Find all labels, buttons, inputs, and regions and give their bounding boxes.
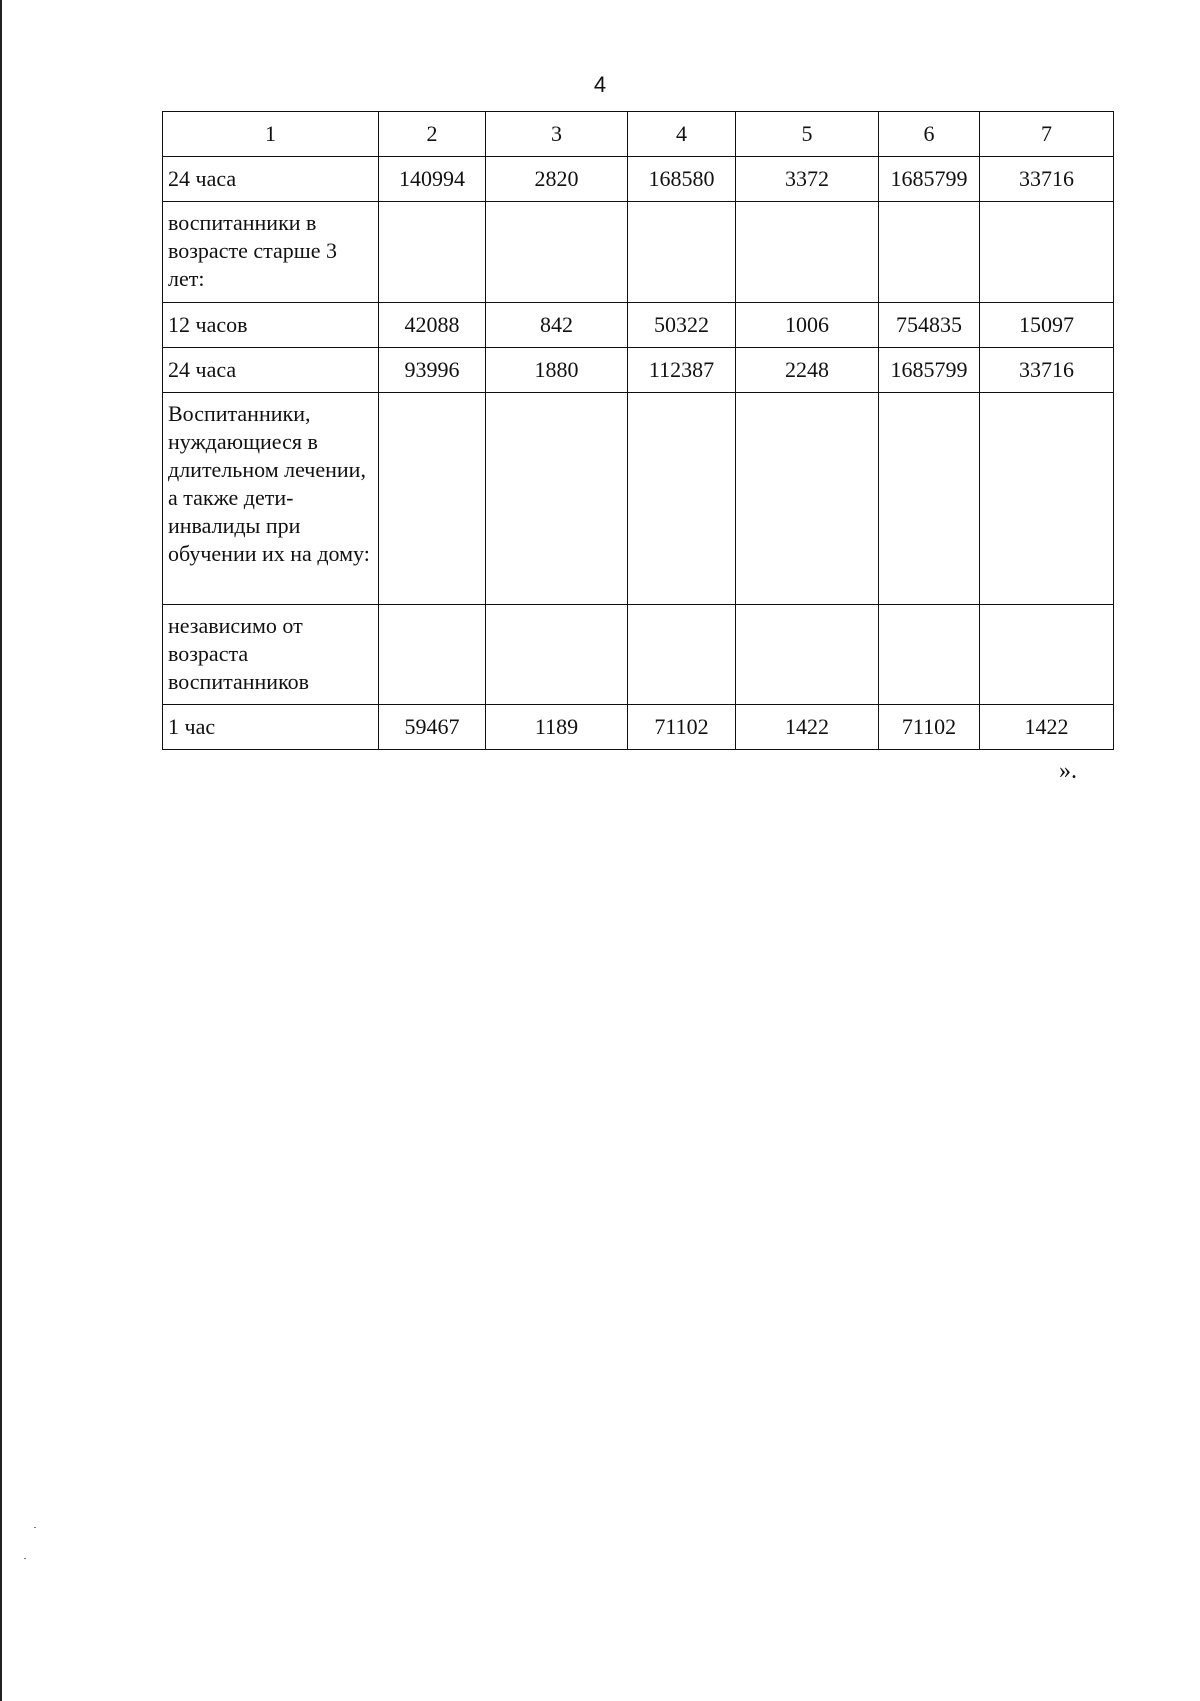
column-number: 4 <box>628 112 736 157</box>
table-cell <box>379 202 486 303</box>
table-row <box>163 348 1114 393</box>
table-cell: 71102 <box>879 705 980 750</box>
column-number: 3 <box>486 112 628 157</box>
table-cell <box>736 605 879 705</box>
row-label: 12 часов <box>163 303 379 348</box>
table-cell: 15097 <box>980 303 1114 348</box>
table-header-row <box>163 112 1114 157</box>
table-cell <box>628 393 736 605</box>
table-cell <box>980 393 1114 605</box>
row-label: воспитанники в возрасте старше 3 лет: <box>163 202 379 303</box>
table-cell: 1685799 <box>879 157 980 202</box>
row-label: 24 часа <box>163 157 379 202</box>
table-row <box>163 605 1114 705</box>
closing-quote-mark: ». <box>1059 758 1077 784</box>
column-number: 6 <box>879 112 980 157</box>
table-cell: 754835 <box>879 303 980 348</box>
table-cell: 1422 <box>980 705 1114 750</box>
table-cell <box>879 202 980 303</box>
table-cell: 1685799 <box>879 348 980 393</box>
table-cell: 1189 <box>486 705 628 750</box>
table-row <box>163 202 1114 303</box>
table-cell <box>379 393 486 605</box>
table-cell: 1006 <box>736 303 879 348</box>
table-cell: 842 <box>486 303 628 348</box>
column-number: 7 <box>980 112 1114 157</box>
table-cell <box>980 605 1114 705</box>
row-label: Воспитанники, нуждающиеся в длительном лечении, а также дети-инвалиды при обучении их на дому: <box>163 393 379 605</box>
table-cell: 42088 <box>379 303 486 348</box>
table-cell: 112387 <box>628 348 736 393</box>
column-number: 1 <box>163 112 379 157</box>
table-cell <box>486 202 628 303</box>
table-cell: 59467 <box>379 705 486 750</box>
row-label: 24 часа <box>163 348 379 393</box>
column-number: 5 <box>736 112 879 157</box>
page-number: 4 <box>593 72 607 97</box>
table-cell: 50322 <box>628 303 736 348</box>
table-cell: 140994 <box>379 157 486 202</box>
table-cell: 1422 <box>736 705 879 750</box>
table-row <box>163 157 1114 202</box>
table-row <box>163 303 1114 348</box>
table-row <box>163 705 1114 750</box>
table-cell <box>980 202 1114 303</box>
table-cell: 2820 <box>486 157 628 202</box>
scan-speck <box>34 1527 36 1528</box>
table-row <box>163 393 1114 605</box>
table-cell: 93996 <box>379 348 486 393</box>
table-cell <box>379 605 486 705</box>
row-label: 1 час <box>163 705 379 750</box>
table-cell: 33716 <box>980 348 1114 393</box>
table-cell: 3372 <box>736 157 879 202</box>
table-cell <box>628 202 736 303</box>
table-cell <box>879 605 980 705</box>
table-cell: 2248 <box>736 348 879 393</box>
table-cell <box>736 202 879 303</box>
table-cell <box>628 605 736 705</box>
table-cell <box>486 605 628 705</box>
table-cell <box>486 393 628 605</box>
table-cell <box>736 393 879 605</box>
table-cell: 71102 <box>628 705 736 750</box>
page-left-edge <box>0 0 2 1701</box>
table-cell: 1880 <box>486 348 628 393</box>
table-cell: 33716 <box>980 157 1114 202</box>
data-table <box>162 111 1114 750</box>
scan-speck <box>24 1558 26 1559</box>
column-number: 2 <box>379 112 486 157</box>
table-cell: 168580 <box>628 157 736 202</box>
table-cell <box>879 393 980 605</box>
row-label: независимо от возраста воспитанников <box>163 605 379 705</box>
